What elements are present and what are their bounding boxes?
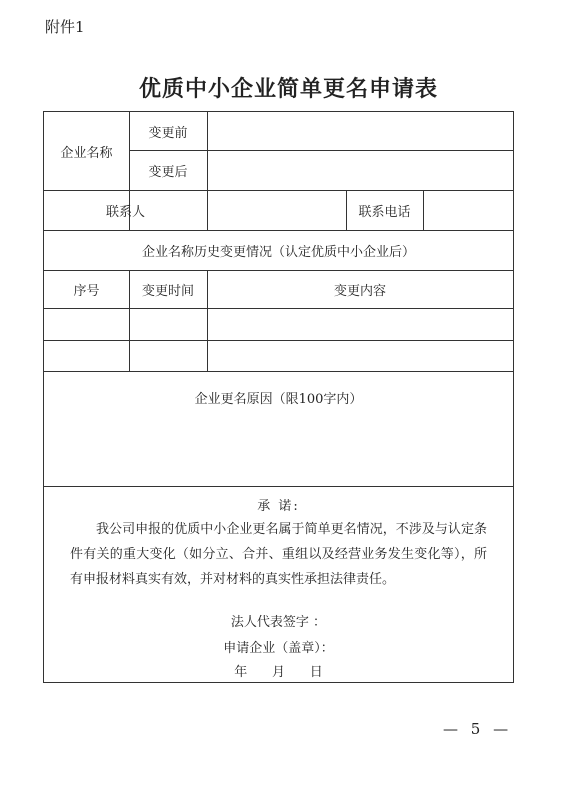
pledge-heading: 承 诺:: [257, 499, 300, 514]
application-form-table: [43, 111, 514, 683]
row-divider: [44, 486, 513, 487]
contact-person-field[interactable]: [208, 191, 346, 230]
contact-person-label: 联系人: [105, 204, 145, 220]
row-divider: [44, 371, 513, 372]
page-number: — 5 —: [443, 720, 513, 738]
contact-phone-field[interactable]: [424, 191, 513, 230]
column-header-change-time: 变更时间: [141, 283, 194, 299]
reason-field[interactable]: [44, 412, 513, 486]
reason-heading: 企业更名原因（限100字内）: [194, 392, 363, 407]
pledge-text: 我公司申报的优质中小企业更名属于简单更名情况，不涉及与认定条件有关的重大变化（如分立、合并、重组以及经营业务发生变化等），所有申报材料真实有效，并对材料的真实性承担法律责任。: [70, 522, 487, 587]
legal-rep-signature-label: 法人代表签字 ：: [230, 615, 327, 630]
name-before-field[interactable]: [208, 112, 513, 150]
attachment-label: 附件1: [45, 18, 85, 36]
column-header-change-content: 变更内容: [333, 283, 386, 299]
contact-phone-label: 联系电话: [358, 204, 411, 220]
name-after-field[interactable]: [208, 151, 513, 190]
company-name-label: 企业名称: [60, 145, 113, 161]
applicant-seal-label: 申请企业（盖章）：: [223, 641, 334, 656]
date-label: 年 月 日: [234, 665, 323, 680]
name-before-label: 变更前: [148, 125, 188, 141]
history-row-1[interactable]: [44, 309, 513, 340]
form-title: 优质中小企业简单更名申请表: [138, 76, 438, 102]
name-after-label: 变更后: [148, 164, 188, 180]
history-heading: 企业名称历史变更情况（认定优质中小企业后）: [141, 244, 415, 260]
history-row-2[interactable]: [44, 341, 513, 371]
column-header-seq: 序号: [73, 283, 100, 299]
